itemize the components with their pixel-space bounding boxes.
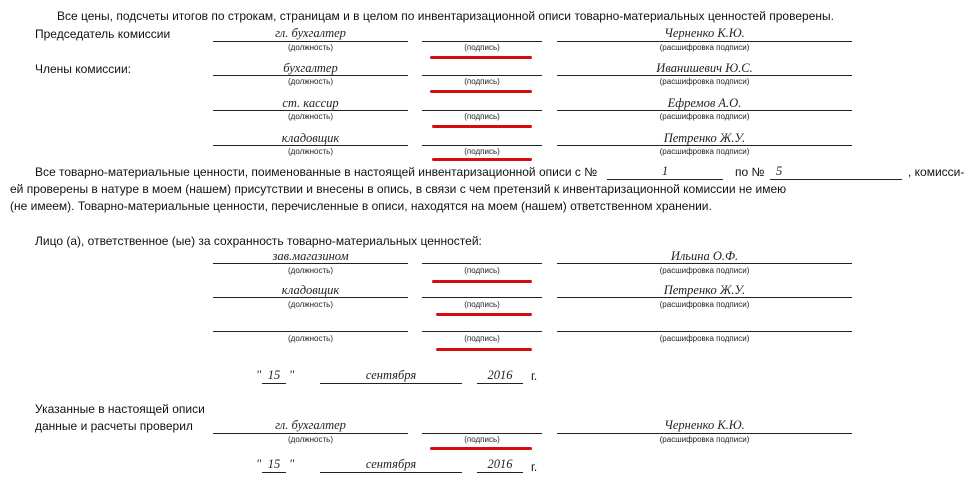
member-name-line (557, 110, 852, 111)
caption-position: (должность) (288, 435, 333, 444)
responsible-name-line (557, 263, 852, 264)
member-signature-line (422, 145, 542, 146)
responsible-name-line (557, 331, 852, 332)
caption-position: (должность) (288, 300, 333, 309)
responsible-position: кладовщик (281, 283, 340, 297)
verified-name-line (557, 433, 852, 434)
caption-decoding: (расшифровка подписи) (659, 266, 750, 275)
member-position-line (213, 110, 408, 111)
verified-name: Черненко К.Ю. (664, 418, 745, 432)
caption-signature: (подпись) (464, 112, 500, 121)
statement-line1-prefix: Все товарно-материальные ценности, поименованные в настоящей инвентаризационной описи с № (35, 165, 598, 179)
date-close-quote: " (289, 368, 295, 382)
date-month-line (320, 472, 462, 473)
member-signature-line (422, 75, 542, 76)
chairman-name-line (557, 41, 852, 42)
to-number: 5 (776, 164, 783, 178)
verified-label-line1: Указанные в настоящей описи (35, 402, 205, 416)
member-signature-line (422, 110, 542, 111)
member-name: Ивaнишевич Ю.С. (656, 61, 753, 75)
caption-position: (должность) (288, 112, 333, 121)
statement-line2: ей проверены в натуре в моем (нашем) присутствии и внесены в опись, в связи с чем претензий к инвентаризационной комиссии не имею (10, 182, 787, 196)
caption-position: (должность) (288, 43, 333, 52)
date-day-line (262, 472, 286, 473)
verified-signature-line (422, 433, 542, 434)
signature-underline (430, 447, 532, 450)
date-year: 2016 (487, 457, 513, 471)
chairman-signature-line (422, 41, 542, 42)
caption-signature: (подпись) (464, 147, 500, 156)
caption-position: (должность) (288, 77, 333, 86)
responsible-label: Лицо (а), ответственное (ые) за сохранность товарно-материальных ценностей: (35, 234, 482, 248)
date-day: 15 (267, 457, 281, 471)
statement-line1-suffix: , комисси- (908, 165, 965, 179)
caption-signature: (подпись) (464, 43, 500, 52)
responsible-position-line (213, 263, 408, 264)
signature-underline (430, 90, 532, 93)
member-name-line (557, 75, 852, 76)
member-position-line (213, 145, 408, 146)
statement-middle: по № (735, 165, 765, 179)
caption-position: (должность) (288, 147, 333, 156)
date-year-line (477, 472, 523, 473)
caption-position: (должность) (288, 334, 333, 343)
date-year-line (477, 383, 523, 384)
signature-underline (436, 313, 532, 316)
date-day: 15 (267, 368, 281, 382)
caption-decoding: (расшифровка подписи) (659, 334, 750, 343)
caption-signature: (подпись) (464, 77, 500, 86)
member-name: Петренко Ж.У. (663, 131, 746, 145)
date-suffix: г. (531, 460, 538, 474)
caption-signature: (подпись) (464, 300, 500, 309)
member-position-line (213, 75, 408, 76)
responsible-name: Ильина О.Ф. (670, 249, 739, 263)
chairman-position-line (213, 41, 408, 42)
date-day-line (262, 383, 286, 384)
signature-underline (430, 56, 532, 59)
member-name-line (557, 145, 852, 146)
verified-position: гл. бухгалтер (275, 418, 346, 432)
caption-decoding: (расшифровка подписи) (659, 43, 750, 52)
signature-underline (432, 158, 532, 161)
responsible-signature-line (422, 331, 542, 332)
date-month: сентября (365, 457, 417, 471)
member-name: Ефремов А.О. (667, 96, 742, 110)
from-number-line (607, 179, 723, 180)
date-month-line (320, 383, 462, 384)
responsible-position-line (213, 297, 408, 298)
to-number-line (770, 179, 902, 180)
member-position: бухгалтер (283, 61, 338, 75)
date-open-quote: " (256, 457, 262, 471)
responsible-position-line (213, 331, 408, 332)
date-suffix: г. (531, 369, 538, 383)
caption-signature: (подпись) (464, 334, 500, 343)
signature-underline (432, 280, 532, 283)
member-position: ст. кассир (282, 96, 339, 110)
responsible-signature-line (422, 297, 542, 298)
responsible-signature-line (422, 263, 542, 264)
chairman-name: Черненко К.Ю. (664, 26, 745, 40)
caption-signature: (подпись) (464, 435, 500, 444)
verified-position-line (213, 433, 408, 434)
caption-decoding: (расшифровка подписи) (659, 300, 750, 309)
caption-decoding: (расшифровка подписи) (659, 147, 750, 156)
members-label: Члены комиссии: (35, 62, 132, 76)
responsible-name-line (557, 297, 852, 298)
statement-line3: (не имеем). Товарно-материальные ценности, перечисленные в описи, находятся на моем (нашем) ответственном хранении. (10, 199, 712, 213)
caption-decoding: (расшифровка подписи) (659, 435, 750, 444)
signature-underline (436, 348, 532, 351)
date-year: 2016 (487, 368, 513, 382)
responsible-position: зав.магазином (272, 249, 349, 263)
from-number: 1 (661, 164, 669, 178)
chairman-label: Председатель комиссии (35, 27, 171, 41)
caption-signature: (подпись) (464, 266, 500, 275)
date-close-quote: " (289, 457, 295, 471)
date-month: сентября (365, 368, 417, 382)
verified-label-line2: данные и расчеты проверил (35, 419, 193, 433)
intro-line: Все цены, подсчеты итогов по строкам, страницам и в целом по инвентаризационной описи товарно-материальных ценностей проверены. (57, 9, 834, 23)
caption-position: (должность) (288, 266, 333, 275)
member-position: кладовщик (281, 131, 340, 145)
caption-decoding: (расшифровка подписи) (659, 77, 750, 86)
date-open-quote: " (256, 368, 262, 382)
caption-decoding: (расшифровка подписи) (659, 112, 750, 121)
responsible-name: Петренко Ж.У. (663, 283, 746, 297)
signature-underline (432, 125, 532, 128)
chairman-position: гл. бухгалтер (275, 26, 346, 40)
